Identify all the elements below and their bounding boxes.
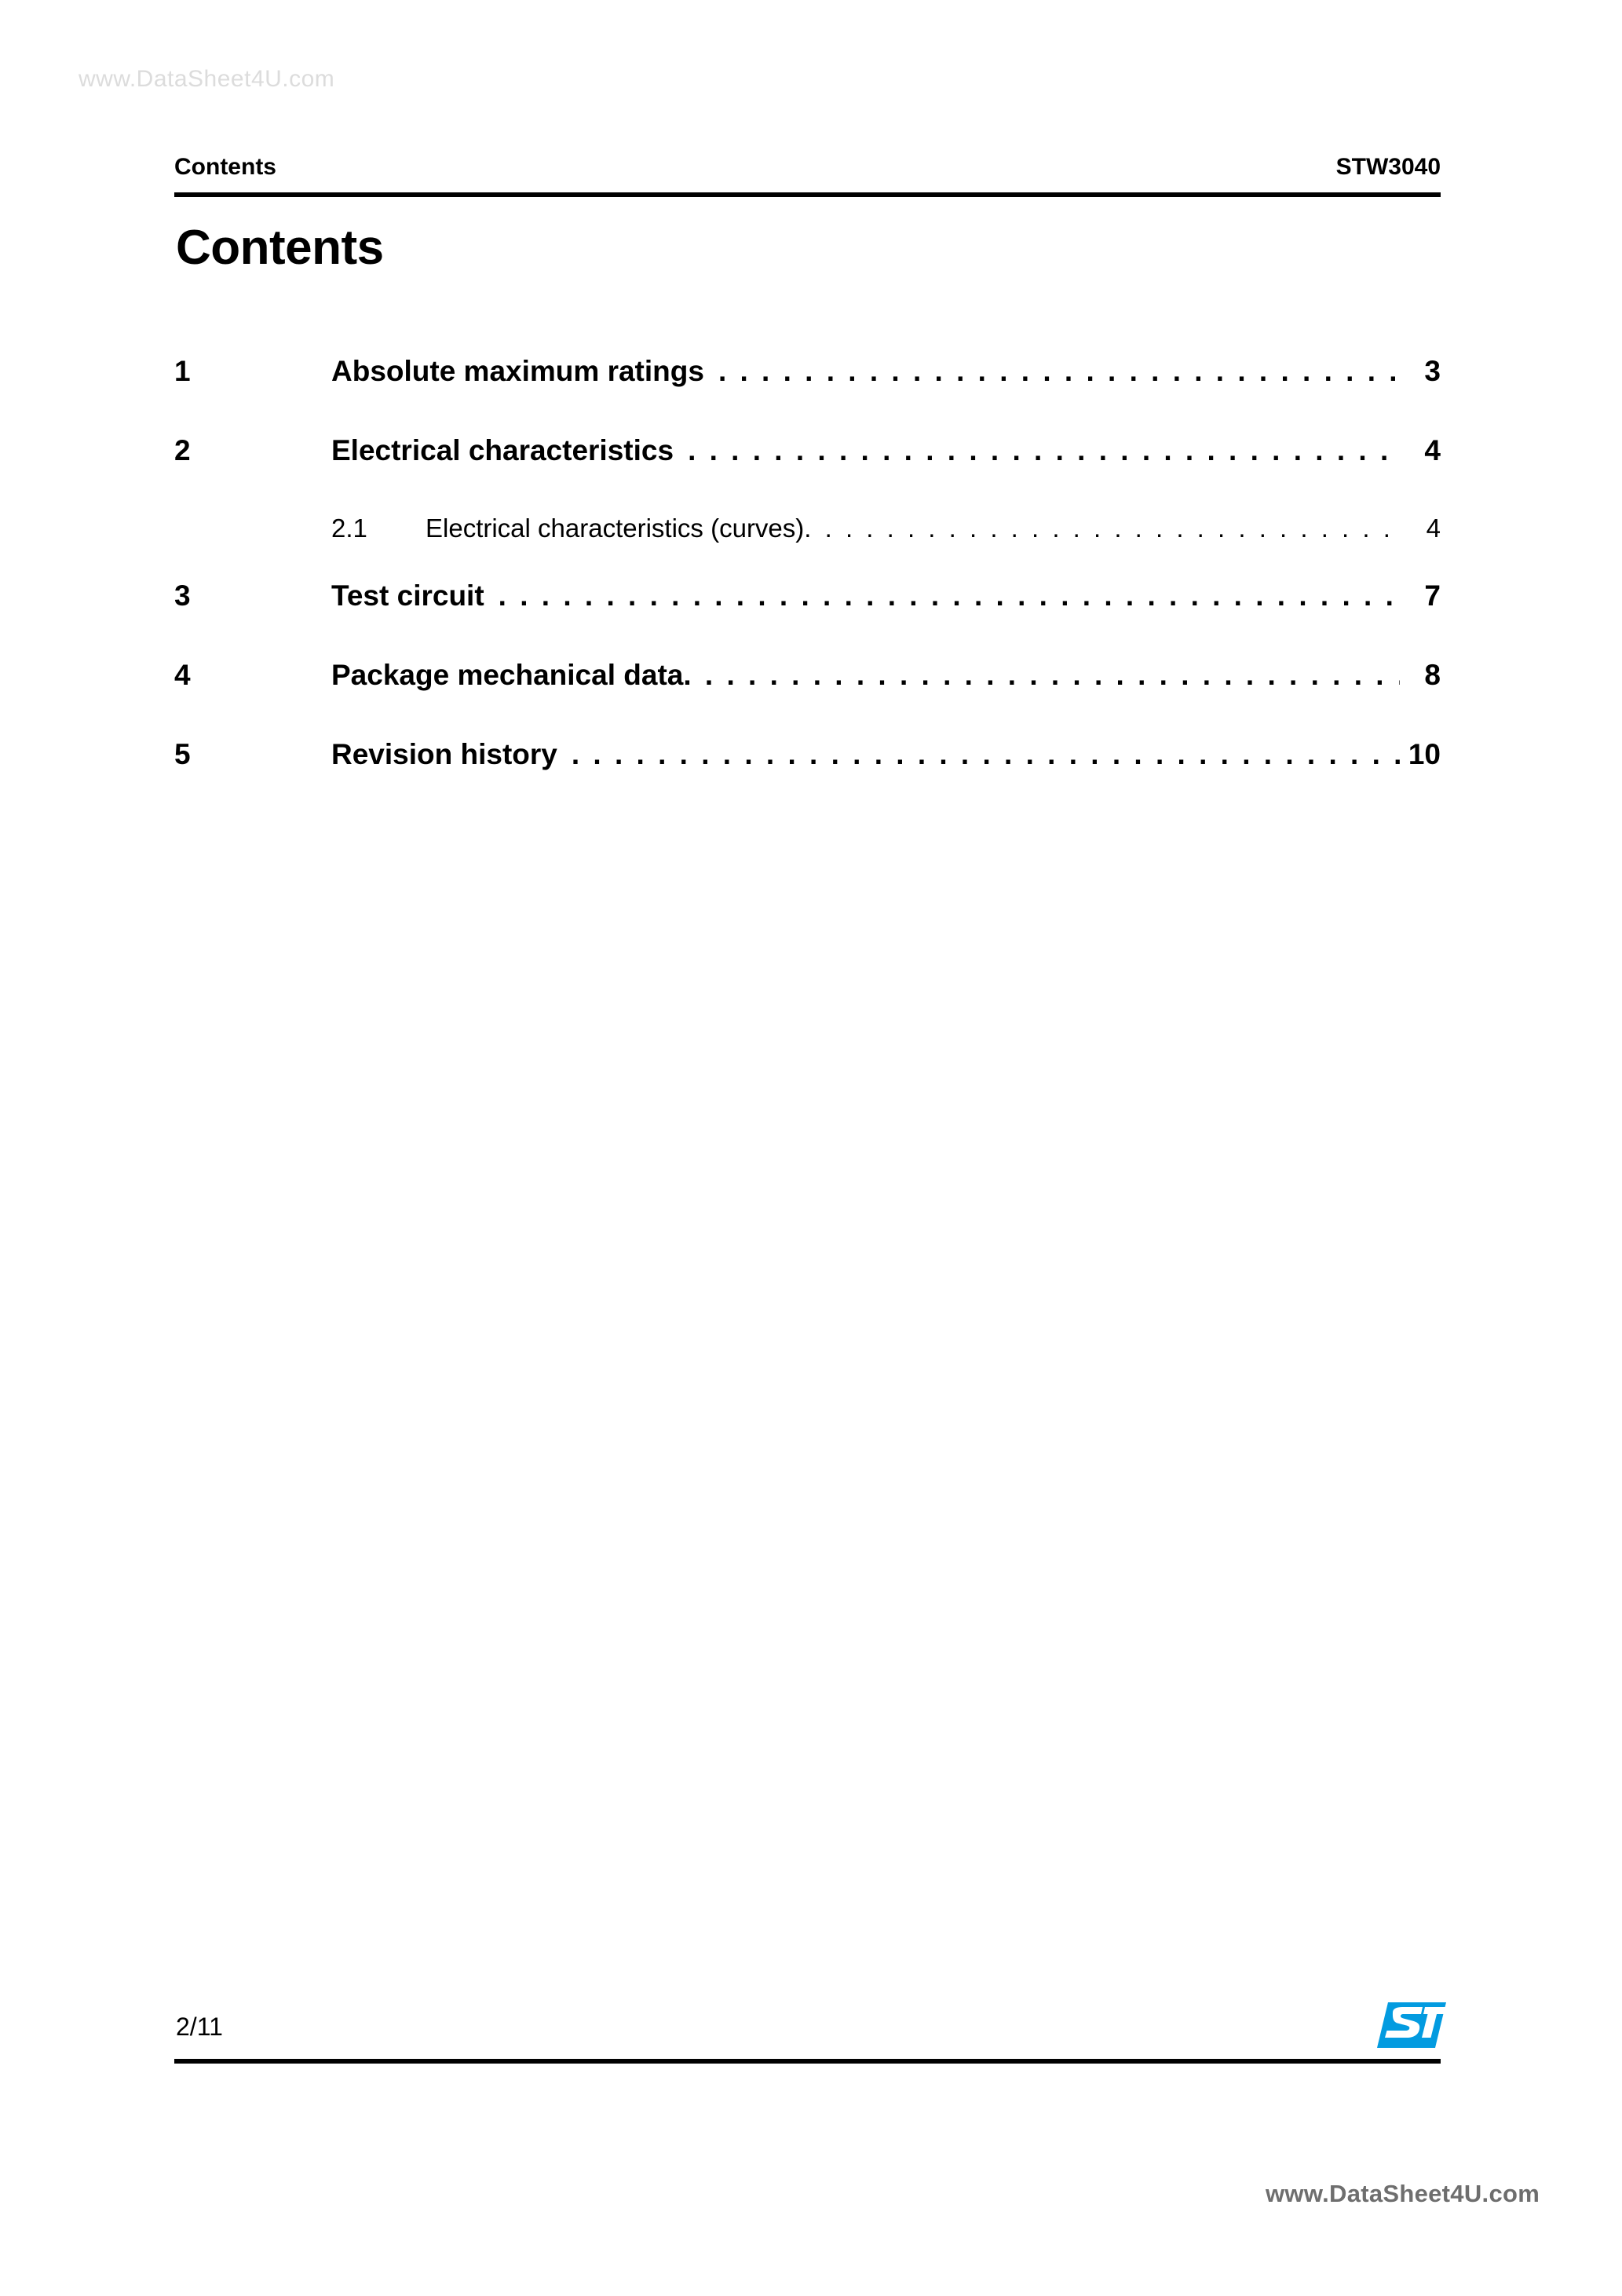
toc-dot-leader — [683, 659, 1400, 692]
header-divider — [174, 192, 1441, 197]
toc-dot-leader — [718, 355, 1400, 388]
toc-entry-number: 4 — [174, 659, 191, 691]
table-of-contents — [174, 355, 1441, 817]
toc-entry-page: 4 — [1426, 514, 1441, 543]
toc-entry-label: Electrical characteristics (curves) — [426, 514, 805, 543]
toc-entry-label: Electrical characteristics — [331, 434, 674, 466]
toc-entry-4[interactable] — [174, 659, 1441, 738]
toc-entry-page: 7 — [1424, 579, 1441, 612]
toc-dot-leader — [804, 514, 1400, 543]
toc-entry-label: Revision history — [331, 738, 557, 770]
running-header — [174, 154, 1441, 181]
toc-entry-label: Test circuit — [331, 579, 484, 612]
toc-dot-leader — [572, 738, 1400, 771]
toc-entry-label: Absolute maximum ratings — [331, 355, 704, 387]
footer-page-number: 2/11 — [176, 2013, 223, 2041]
toc-entry-page: 8 — [1424, 659, 1441, 691]
watermark-top: www.DataSheet4U.com — [79, 66, 335, 92]
toc-entry-number: 2.1 — [331, 514, 367, 543]
toc-entry-number: 1 — [174, 355, 191, 387]
toc-entry-number: 2 — [174, 434, 191, 466]
toc-entry-number: 3 — [174, 579, 191, 612]
toc-entry-page: 4 — [1424, 434, 1441, 466]
st-logo-icon — [1377, 1999, 1446, 2051]
toc-entry-5[interactable] — [174, 738, 1441, 817]
toc-entry-page: 10 — [1408, 738, 1441, 770]
toc-entry-label: Package mechanical data — [331, 659, 684, 691]
footer-divider — [174, 2059, 1441, 2064]
running-header-part-number: STW3040 — [1335, 154, 1441, 180]
toc-entry-3[interactable] — [174, 579, 1441, 659]
page-title: Contents — [176, 221, 384, 275]
toc-entry-page: 3 — [1424, 355, 1441, 387]
toc-entry-number: 5 — [174, 738, 191, 770]
toc-entry-2-1[interactable] — [174, 514, 1441, 579]
toc-dot-leader — [688, 434, 1400, 467]
watermark-bottom: www.DataSheet4U.com — [1266, 2180, 1540, 2207]
toc-entry-1[interactable] — [174, 355, 1441, 434]
running-header-section: Contents — [174, 154, 276, 180]
toc-dot-leader — [499, 579, 1400, 612]
toc-entry-2[interactable] — [174, 434, 1441, 514]
